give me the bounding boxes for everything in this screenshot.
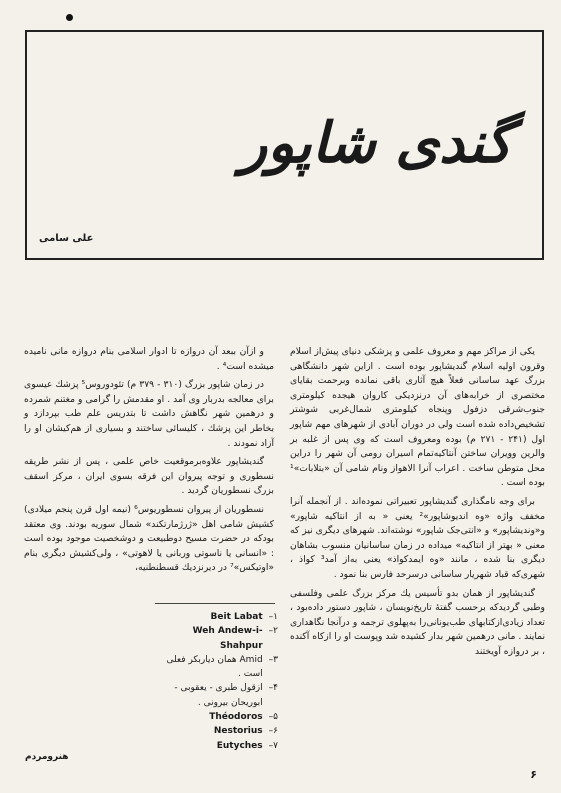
paragraph: و ازآن ببعد آن دروازه تا ادوار اسلامی بنام دروازه مانی نامیده میشده است⁴ . [24,346,274,372]
footnote-text: Weh Andew-i-Shahpur [192,626,263,651]
article-title: گندی شاپور [240,110,512,176]
footnote-text: ازقول طبری - یعقوبی - ابوریحان بیرونی . [174,683,263,708]
footnote-item [150,724,278,738]
footnote-number: –۳ [268,654,278,665]
left-column [24,345,274,580]
footnote-item [150,739,278,753]
footnote-text: Beit Labat [210,612,263,622]
footnote-number: –۵ [268,712,278,723]
paragraph: نسطوریان از پیروان نسطوریوس⁶ (نیمه اول قرن پنجم میلادی) کشیش شامی اهل «ژرژمارتکند» شمال سوریه بودند. وی معتقد بودکه در حضرت مسیح دوطبیعت و دوشخصیت موجود بوده است : «انسانی یا ناسوتی وربانی یا لاهوتی» ، ولی‌کشیش دیگری بنام «اوتیکس»⁷ در دیرنزدیك قسطنطنیه، [24,503,274,574]
footnote-number: –۷ [268,740,278,751]
paragraph: در زمان شاپور بزرگ (۳۱۰ - ۳۷۹ م) تئودوروس⁵ پزشك عیسوی برای معالجه بدربار وی آمد . او مقدمش را گرامی و مغتنم شمرده و درهمین شهر نگاهش داشت تا بتدریس علم طب بپردازد و بخاطر این پزشك ، کلیسائی ساختند و بسیاری از هم‌کیشان او را آزاد نمودند . [24,379,274,449]
footnote-item [150,681,278,710]
paragraph: گندیشاپور علاوه‌برموقعیت خاص علمی ، پس از نشر طریقه نسطوری و توجه پیروان این فرقه بسوی ایران ، مرکز اسقف بزرگ نسطوریان گردید . [24,456,274,497]
ornament-dot [66,14,73,21]
paragraph: گندیشاپور از همان بدو تأسیس یك مرکز بزرگ علمی وفلسفی وطبی گردیدکه برحسب گفتۀ تاریخ‌نویسان ، شاپور دستور داده‌بود ، تعداد زیادی‌ازکتابهای طب‌یونانی‌را به‌پهلوی ترجمه و درآنجا نگاهداری نمایند . مانی درهمین شهر بدار کشیده شد وپوست او را ازکاه آکنده ، بر دروازه آویختند [290,587,545,657]
footnote-text: Amid همان دیاربکر فعلی است . [166,654,263,680]
footnote-item [150,610,278,624]
footnote-item [150,653,278,682]
right-column [290,345,545,663]
paragraph: یکی از مراکز مهم و معروف علمی و پزشکی دنیای پیش‌از اسلام وقرون اولیه اسلام گندیشاپور بوده است . ازاین شهر دانشگاهی بزرگ عهد ساسانی فعلاً هیچ آثاری باقی نمانده وبرحمت بقایای مختصری از خرابه‌های آن درنزدیکی کاروان هیجده کیلومتری جنوب‌شرقی دزفول وپنجاه کیلومتری شمال‌غربی شوشتر تشخیص‌داده شده است ولی در دوران آبادی از شهرهای مهم شاپور اول (۲۴۱ - ۲۷۱ م) بوده ومعروف است که وی پس از غلبه بر والرین وویران ساختن آنتاکیه‌تمام اسیران رومی آن شهر را دراین محل متوطن ساخت . اعراب آنرا الاهواز ونام شامی آن «بتلابات»¹ بوده است . [290,346,546,489]
author-name: علی سامی [39,233,94,244]
footnote-number: –۲ [268,626,278,637]
footnotes [150,610,278,753]
footnote-number: –۴ [268,683,278,694]
footnote-item [150,710,278,724]
publication-name: هنرومردم [25,752,69,762]
footnote-number: –۶ [268,726,278,737]
footnote-number: –۱ [268,612,278,622]
title-frame [25,30,544,260]
footnote-item [150,624,278,653]
page-number: ۶ [530,768,537,781]
footnote-divider [155,603,275,604]
footnote-text: Eutyches [216,740,263,751]
paragraph: برای وجه نامگذاری گندیشاپور تعبیراتی نموده‌اند . از آنجمله آنرا مخفف واژه «وه اندیوشاپور»² یعنی « به از انتاکیه شاپور» و«وندیشاپور» و «انتی‌جک شاپور» نوشته‌اند. شهرهای دیگری نیز که معنی « بهتر از انتاکیه» میداده در زمان ساسانیان منسوب بشاهان دیگری بنا شده ، مانند «وه ایمدکواذ» یعنی به‌از آمد³ کواذ ، شهری‌که قباد شهریار ساسانی درسرحد فارس بنا نمود . [290,495,545,580]
footnote-text: Théodoros [209,712,263,723]
footnote-text: Nestorius [213,726,263,737]
